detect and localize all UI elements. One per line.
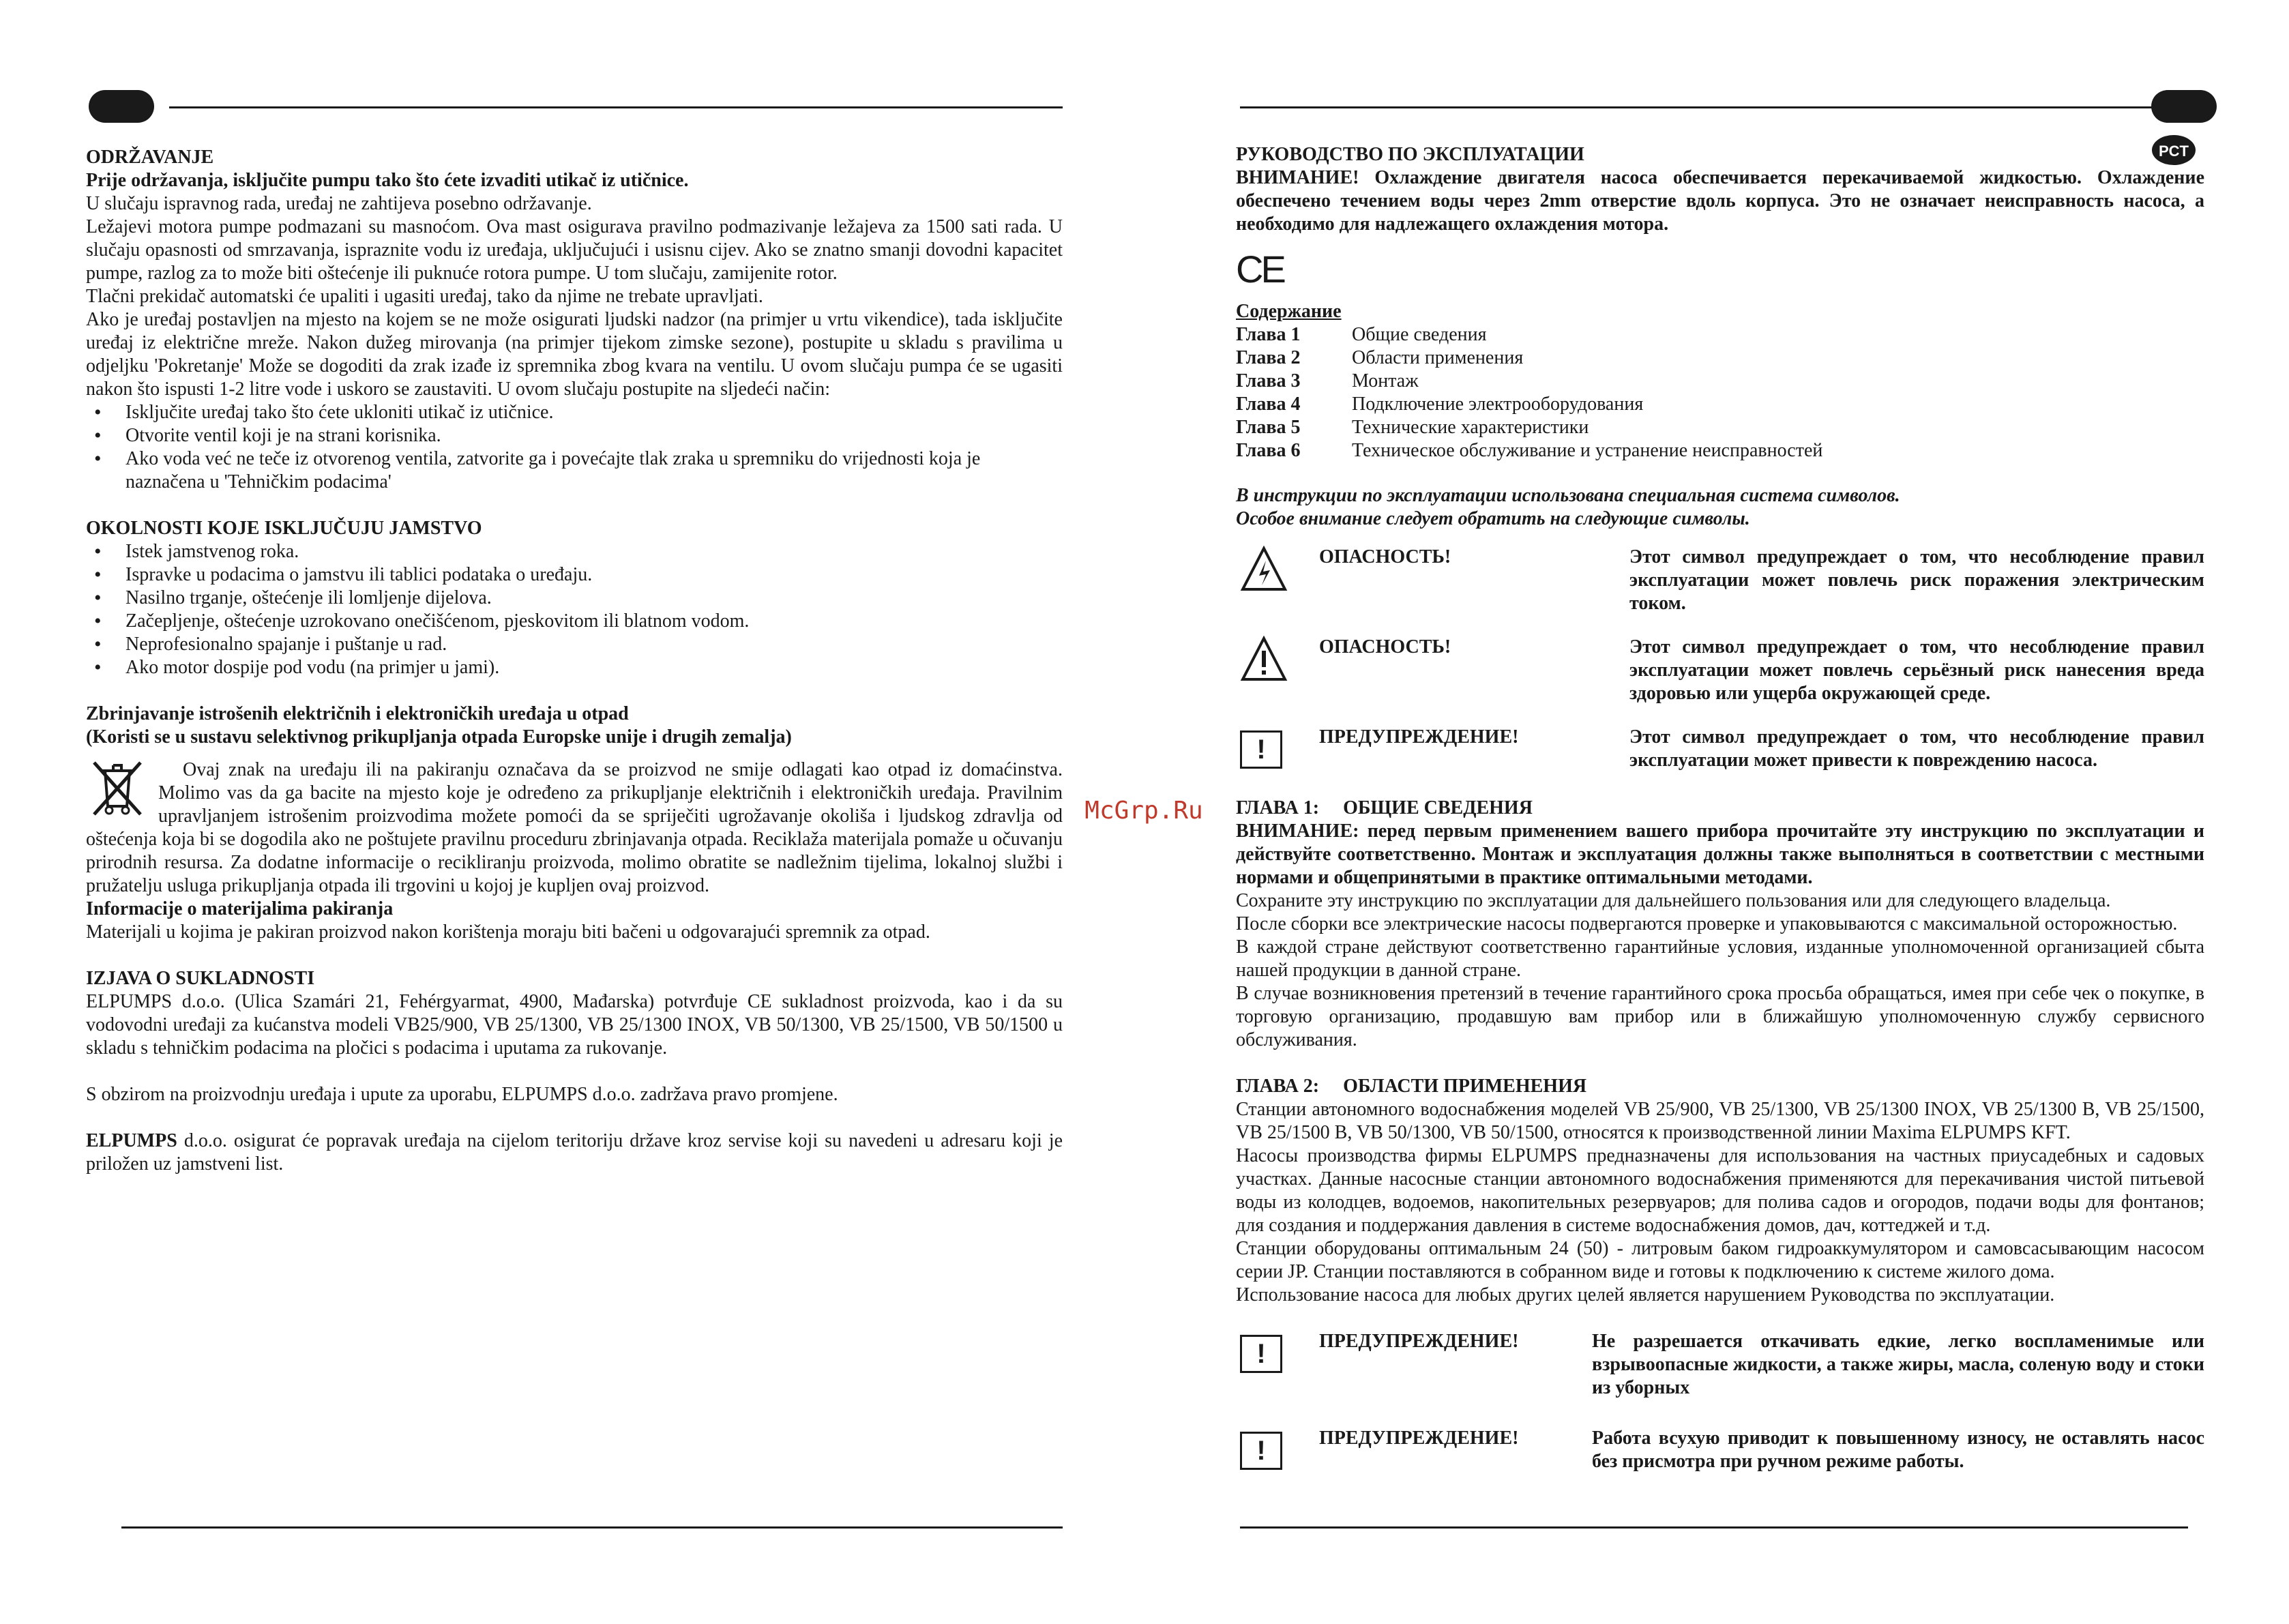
left-column — [86, 146, 1063, 1176]
chapter-2-paragraph: Станции оборудованы оптимальным 24 (50) - литровым баком гидроаккумулятором и самовсасывающим насосом серии JP. Станции поставляются в собранном виде и готовы к подключению к системе жилого дома. — [1236, 1238, 2204, 1282]
list-item: • Nasilno trganje, oštećenje ili lomljenje dijelova. — [86, 587, 1063, 610]
bottom-rule-right — [1240, 1526, 2188, 1529]
top-rule-left — [169, 106, 1063, 108]
chapter-1-paragraph: Сохраните эту инструкцию по эксплуатации для дальнейшего пользования или для следующего владельца. — [1236, 890, 2111, 911]
maintenance-paragraph: Ležajevi motora pumpe podmazani su masnoćom. Ova mast osigurava pravilno podmazivanje ležajeva za 1500 sati rada. U slučaju opasnosti od smrzavanja, ispraznite vodu iz uređaja, uključujući i usisnu cijev. Ako se znatno smanji dovodni kapacitet pumpe, razlog za to može biti oštećenje ili puknuće rotora pumpe. U tom slučaju, zamijenite rotor. — [86, 216, 1063, 284]
list-item: • Neprofesionalno spajanje i puštanje u rad. — [86, 633, 1063, 656]
warning-icon: ! — [1240, 726, 1288, 773]
toc-value: Технические характеристики — [1352, 417, 1589, 438]
toc-value: Подключение электрооборудования — [1352, 394, 1644, 415]
toc-title: Содержание — [1236, 301, 1342, 322]
warning-row — [1236, 1427, 2204, 1475]
page-marker-right — [2151, 90, 2217, 123]
symbol-row — [1236, 726, 2204, 773]
maintenance-paragraph: U slučaju ispravnog rada, uređaj ne zahtijeva posebno održavanje. — [86, 193, 592, 214]
toc-value: Общие сведения — [1352, 324, 1487, 345]
toc-value: Техническое обслуживание и устранение неисправностей — [1352, 440, 1823, 461]
conformity-service — [86, 1130, 1063, 1176]
cooling-warning: ВНИМАНИЕ! Охлаждение двигателя насоса обеспечивается перекачиваемой жидкостью. Охлаждение обеспечено течением воды через 2mm отверстие вдоль корпуса. Это не означает неисправность насоса, а необходимо для надлежащего охлаждения мотора. — [1236, 167, 2204, 235]
list-item: • Otvorite ventil koji je na strani korisnika. — [86, 424, 1063, 447]
ce-mark: CE — [1236, 248, 1284, 291]
packaging-title: Informacije o materijalima pakiranja — [86, 898, 394, 919]
warning-icon: ! — [1240, 1427, 1288, 1475]
right-page — [1144, 0, 2289, 1624]
warning-label: ПРЕДУПРЕЖДЕНИЕ! — [1319, 1331, 1519, 1352]
section-title-disposal: Zbrinjavanje istrošenih električnih i elektroničkih uređaja u otpad — [86, 703, 629, 724]
symbol-description: Этот символ предупреждает о том, что несоблюдение правил эксплуатации может привести к повреждению насоса. — [1629, 726, 2204, 771]
watermark: McGrp.Ru — [1084, 797, 1203, 825]
disposal-text: Ovaj znak na uređaju ili na pakiranju označava da se proizvod ne smije odlagati kao otpad iz domaćinstva. Molimo vas da ga bacite na mjesto koje je određeno za prikupljanje električnih i elektroničkih uređaja. Pravilnim upravljanjem istrošenim proizvodima možete pomoći da se spriječiti ugrožavanje okoliša i ljudskog zdravlja od oštećenja koja bi se dogodila ako ne poštujete pravilnu proceduru zbrinjavanja otpada. Reciklaža materijala pomaže u očuvanju prirodnih resursa. Za dodatne informacije o recikliranju proizvoda, molimo obratite se nadležnim tijelima, lokalnoj službi i pružatelju usluga prikupljanja otpada ili trgovini u kojoj je kupljen ovaj proizvod. — [86, 759, 1063, 896]
warning-row — [1236, 1330, 2204, 1400]
symbol-description: Этот символ предупреждает о том, что несоблюдение правил эксплуатации может повлечь риск поражения электрическим током. — [1629, 546, 2204, 614]
warning-description: Работа всухую приводит к повышенному износу, не оставлять насос без присмотра при ручном режиме работы. — [1592, 1428, 2204, 1472]
chapter-1-paragraph: В случае возникновения претензий в течение гарантийного срока просьба обращаться, имея при себе чек о покупке, в торговую организацию, продавшую вам прибор или в ближайшую уполномоченную службу сервисного обслуживания. — [1236, 983, 2204, 1050]
pct-certification-icon — [2150, 134, 2198, 168]
toc-key: Глава 6 — [1236, 440, 1301, 461]
pct-logo-text: PCT — [2159, 143, 2189, 160]
service-text: d.o.o. osigurat će popravak uređaja na cijelom teritoriju države kroz servise koji su navedeni u adresaru koji je priložen uz jamstveni list. — [86, 1130, 1063, 1175]
symbol-row — [1236, 546, 2204, 615]
list-item: • Isključite uređaj tako što ćete ukloniti utikač iz utičnice. — [86, 401, 1063, 424]
electric-hazard-icon — [1240, 546, 1288, 593]
conformity-changes: S obzirom na proizvodnju uređaja i upute za uporabu, ELPUMPS d.o.o. zadržava pravo promjene. — [86, 1084, 838, 1105]
symbol-description: Этот символ предупреждает о том, что несоблюдение правил эксплуатации может повлечь серьёзный риск нанесения вреда здоровью или ущерба окружающей среде. — [1629, 636, 2204, 704]
toc-row — [1236, 370, 2204, 393]
left-page — [0, 0, 1144, 1624]
chapter-1-attention: ВНИМАНИЕ: перед первым применением вашего прибора прочитайте эту инструкцию по эксплуатации и действуйте соответственно. Монтаж и эксплуатация должны также выполняться в соответствии с местными нормами и общепринятыми в практике оптимальными методами. — [1236, 821, 2204, 888]
symbol-label: ПРЕДУПРЕЖДЕНИЕ! — [1319, 726, 1519, 748]
chapter-1-paragraph: После сборки все электрические насосы подвергаются проверке и упаковываются с максимальной осторожностью. — [1236, 913, 2178, 934]
toc-key: Глава 5 — [1236, 417, 1301, 438]
right-column — [1236, 143, 2204, 1475]
chapter-1-paragraph: В каждой стране действуют соответственно гарантийные условия, изданные уполномоченной организацией сбыта нашей продукции в данной стране. — [1236, 936, 2204, 981]
list-item: • Začepljenje, oštećenje uzrokovano onečišćenom, pjeskovitom ili blatnom vodom. — [86, 610, 1063, 633]
chapter-2-paragraph: Использование насоса для любых других целей является нарушением Руководства по эксплуатации. — [1236, 1284, 2055, 1305]
conformity-text: ELPUMPS d.o.o. (Ulica Szamári 21, Fehérgyarmat, 4900, Mađarska) potvrđuje CE sukladnost proizvoda, kao i da su vodovodni uređaji za kućanstva modeli VB25/900, VB 25/1300, VB 25/1300 INOX, VB 50/1300, VB 25/1500, VB 50/1500 u skladu s tehničkim podacima na pločici s podacima i uputama za rukovanje. — [86, 991, 1063, 1059]
section-title-warranty: OKOLNOSTI KOJE ISKLJUČUJU JAMSTVO — [86, 518, 482, 539]
disposal-subtitle: (Koristi se u sustavu selektivnog prikupljanja otpada Europske unije i drugih zemalja) — [86, 726, 792, 748]
warning-label: ПРЕДУПРЕЖДЕНИЕ! — [1319, 1428, 1519, 1449]
symbol-row — [1236, 636, 2204, 705]
list-item: • Istek jamstvenog roka. — [86, 540, 1063, 563]
maintenance-lead: Prije održavanja, isključite pumpu tako što ćete izvaditi utikač iz utičnice. — [86, 170, 689, 191]
packaging-text: Materijali u kojima je pakiran proizvod nakon korištenja moraju biti bačeni u odgovarajući spremnik za otpad. — [86, 921, 930, 943]
list-item: • Ako voda već ne teče iz otvorenog ventila, zatvorite ga i povećajte tlak zraka u spremniku do vrijednosti koja je naznačena u 'Tehničkim podacima' — [86, 447, 1063, 494]
toc-key: Глава 3 — [1236, 370, 1301, 392]
maintenance-list — [86, 401, 1063, 494]
toc-row — [1236, 323, 2204, 346]
toc-value: Области применения — [1352, 347, 1524, 368]
table-of-contents — [1236, 323, 2204, 462]
top-rule-right — [1240, 106, 2166, 108]
toc-key: Глава 2 — [1236, 347, 1301, 368]
chapter-1-title: ГЛАВА 1: ОБЩИЕ СВЕДЕНИЯ — [1236, 797, 1533, 818]
symbols-intro: В инструкции по эксплуатации использована специальная система символов. — [1236, 485, 1900, 506]
warning-description: Не разрешается откачивать едкие, легко воспламенимые или взрывоопасные жидкости, а также жиры, масла, соленую воду и стоки из уборных — [1592, 1331, 2204, 1398]
disposal-block — [86, 758, 1063, 898]
manual-title: РУКОВОДСТВО ПО ЭКСПЛУАТАЦИИ — [1236, 144, 1584, 165]
section-title-conformity: IZJAVA O SUKLADNOSTI — [86, 968, 315, 989]
chapter-2-title: ГЛАВА 2: ОБЛАСТИ ПРИМЕНЕНИЯ — [1236, 1076, 1587, 1097]
toc-key: Глава 4 — [1236, 394, 1301, 415]
section-title-maintenance: ODRŽAVANJE — [86, 147, 214, 168]
toc-row — [1236, 393, 2204, 416]
bottom-rule-left — [121, 1526, 1063, 1529]
toc-row — [1236, 416, 2204, 439]
general-hazard-icon — [1240, 636, 1288, 683]
maintenance-paragraph: Ako je uređaj postavljen na mjesto na kojem se ne može osigurati ljudski nadzor (na primjer u vrtu vikendice), tada isključite uređaj iz električne mreže. Nakon dužeg mirovanja (na primjer tijekom zimske sezone), postupite u skladu s pravilima u odjeljku 'Pokretanje' Može se dogoditi da zrak izađe iz spremnika zbog kvara na ventilu. U ovom slučaju pumpa će se ugasiti nakon što ispusti 1-2 litre vode i uskoro se zaustaviti. U ovom slučaju postupite na sljedeći način: — [86, 309, 1063, 400]
warranty-list — [86, 540, 1063, 679]
toc-row — [1236, 439, 2204, 462]
toc-key: Глава 1 — [1236, 324, 1301, 345]
chapter-2-paragraph: Насосы производства фирмы ELPUMPS предназначены для использования на частных приусадебных и садовых участках. Данные насосные станции автономного водоснабжения применяются для перекачивания чистой питьевой воды из колодцев, водоемов, накопительных резервуаров; для полива садов и огородов, подачи воды для фонтанов; для создания и поддержания давления в системе водоснабжения домов, дач, коттеджей и т.д. — [1236, 1145, 2204, 1236]
toc-row — [1236, 346, 2204, 370]
page-marker-left — [89, 90, 154, 123]
crossed-bin-icon — [86, 756, 149, 818]
chapter-2-paragraph: Станции автономного водоснабжения моделей VB 25/900, VB 25/1300, VB 25/1300 INOX, VB 25/1300 B, VB 25/1500, VB 25/1500 B, VB 50/1300, VB 50/1500, относятся к производственной линии Maxima ELPUMPS KFT. — [1236, 1099, 2204, 1143]
symbols-intro-2: Особое внимание следует обратить на следующие символы. — [1236, 508, 1750, 529]
brand-name: ELPUMPS — [86, 1130, 177, 1151]
symbol-label: ОПАСНОСТЬ! — [1319, 636, 1451, 658]
list-item: • Ako motor dospije pod vodu (na primjer u jami). — [86, 656, 1063, 679]
toc-value: Монтаж — [1352, 370, 1419, 392]
symbol-label: ОПАСНОСТЬ! — [1319, 546, 1451, 567]
maintenance-paragraph: Tlačni prekidač automatski će upaliti i ugasiti uređaj, tako da njime ne trebate upravljati. — [86, 286, 763, 307]
warning-icon: ! — [1240, 1330, 1288, 1378]
list-item: • Ispravke u podacima o jamstvu ili tablici podataka o uređaju. — [86, 563, 1063, 587]
